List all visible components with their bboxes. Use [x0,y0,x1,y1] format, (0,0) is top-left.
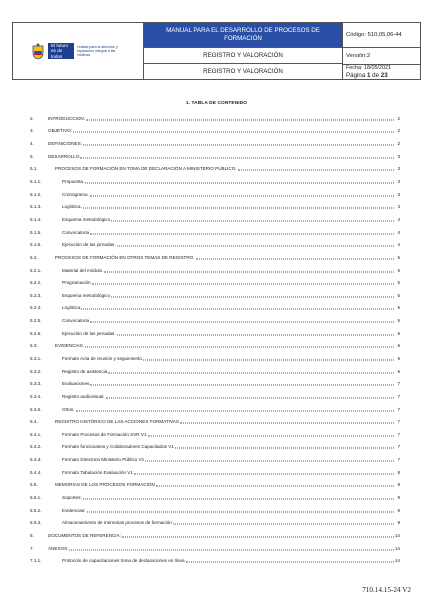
toc-entry-number: 5.5.1. [30,495,42,501]
toc-entry-title: Programación [62,280,91,286]
toc-entry-number: 6. [30,532,34,538]
toc-leader-dots [90,195,394,196]
toc-entry[interactable] [30,175,400,188]
toc-entry-title: Ejecución de las jornadas. [62,330,116,336]
toc-leader-dots [111,296,394,297]
toc-entry-page: 4 [397,229,400,235]
toc-entry-page: 5 [397,254,400,260]
toc-entry-title: DEFINICIONES: [48,141,82,147]
toc-leader-dots [143,359,394,360]
toc-entry[interactable] [30,200,400,213]
toc-entry[interactable] [30,453,400,466]
toc-entry-page: 7 [397,444,400,450]
toc-entry[interactable] [30,403,400,416]
toc-entry-number: 5.3.2. [30,368,42,374]
toc-entry-title: Otros. [62,406,75,412]
toc-leader-dots [156,486,394,487]
document-header [12,22,421,80]
toc-entry-number: 5.2.4. [30,305,42,311]
toc-entry-number: 3. [30,128,34,134]
toc-leader-dots [90,322,394,323]
toc-entry-title: Registro audiovisual. [62,393,105,399]
toc-entry[interactable] [30,466,400,479]
toc-leader-dots [134,473,394,474]
toc-entry[interactable] [30,390,400,403]
toc-leader-dots [117,334,394,335]
toc-entry[interactable] [30,137,400,150]
toc-entry-page: 5 [397,318,400,324]
toc-entry-title: Protocolo de capacitaciones toma de declaraciones en línea [62,558,185,564]
toc-entry-page: 5 [397,305,400,311]
toc-entry-page: 3 [397,179,400,185]
toc-entry-page: 8 [397,507,400,513]
toc-entry-title: Convocatoria [62,318,90,324]
toc-entry-page: 9 [397,520,400,526]
toc-entry-number: 5.1.5. [30,229,42,235]
toc-entry-title: Soportes: [62,495,82,501]
toc-leader-dots [196,258,394,259]
toc-leader-dots [148,435,394,436]
toc-entry-number: 5.4.3. [30,457,42,463]
logo-tagline: Unidad para la atención y reparación integral a las víctimas [77,44,118,58]
toc-entry-page: 6 [397,330,400,336]
toc-entry-title: Evidencias: [62,507,86,513]
toc-entry-number: 5.4.2. [30,444,42,450]
toc-entry-title: Formato Procesos de Formación SVR V1 [62,431,147,437]
toc-entry-number: 5.3.4. [30,393,42,399]
toc-entry[interactable] [30,542,400,555]
toc-entry[interactable] [30,264,400,277]
toc-entry-title: MEMORIAS DE LOS PROCESOS FORMACIÓN [55,482,155,488]
toc-entry[interactable] [30,352,400,365]
toc-entry-number: 5.5. [30,482,38,488]
toc-entry-page: 3 [397,153,400,159]
toc-entry-number: 5.5.2. [30,507,42,513]
toc-entry-number: 5.1.4. [30,216,42,222]
toc-entry-number: 5. [30,153,34,159]
toc-entry-title: OBJETIVO: [48,128,72,134]
toc-entry[interactable] [30,415,400,428]
header-middle [144,23,343,79]
toc-leader-dots [86,119,394,120]
toc-entry-page: 3 [397,191,400,197]
toc-leader-dots [117,246,394,247]
toc-leader-dots [85,347,394,348]
document-date: Fecha: 18/05/2021 [346,65,391,71]
toc-leader-dots [87,511,395,512]
toc-title: 1. TABLA DE CONTENIDO [185,101,248,106]
toc-entry-title: EVIDENCIAS. [55,343,85,349]
toc-entry[interactable] [30,441,400,454]
toc-entry-page: 5 [397,280,400,286]
toc-entry-page: 14 [394,532,400,538]
toc-entry-title: Formato funcionarios y Colaboradores Capacitados V1 [62,444,174,450]
toc-entry-number: 5.1.3. [30,204,42,210]
toc-entry[interactable] [30,213,400,226]
logo-line-2: es de todos [51,48,63,59]
toc-entry-number: 7.1.1. [30,558,42,564]
toc-entry[interactable] [30,340,400,353]
toc-entry-page: 2 [397,128,400,134]
toc-entry[interactable] [30,226,400,239]
toc-entry[interactable] [30,504,400,517]
toc-entry-title: DOCUMENTOS DE REFERENCIA: [48,532,121,538]
toc-entry-number: 5.3.1. [30,355,42,361]
toc-entry-page: 7 [397,381,400,387]
toc-entry-number: 5.1. [30,166,38,172]
date-page-cell [343,65,420,79]
toc-entry[interactable] [30,377,400,390]
toc-entry[interactable] [30,276,400,289]
toc-entry-number: 5.2.2. [30,280,42,286]
toc-entry-number: 5.1.1. [30,179,42,185]
footer-code: 710.14.15-24 V2 [362,586,411,594]
toc-leader-dots [108,372,394,373]
logo [13,23,144,79]
toc-leader-dots [81,309,394,310]
toc-leader-dots [69,549,393,550]
toc-leader-dots [83,145,394,146]
toc-entry[interactable] [30,112,400,125]
toc-entry-title: Cronograma. [62,191,89,197]
toc-entry-number: 5.3. [30,343,38,349]
coat-of-arms-icon [31,43,45,60]
toc-entry-number: 5.4.4. [30,469,42,475]
toc-entry-page: 8 [397,469,400,475]
toc-entry[interactable] [30,327,400,340]
toc-leader-dots [85,183,394,184]
toc-entry-title: Almacenamiento de memorias procesos de formación [62,520,172,526]
toc-entry-title: Logística [62,305,81,311]
toc-leader-dots [173,524,394,525]
toc-entry-title: DESARROLLO [48,153,80,159]
toc-entry-title: Formato Directorio Ministerio Público V1 [62,457,145,463]
toc-entry-title: ANEXOS: [48,545,69,551]
toc-leader-dots [104,271,394,272]
toc-entry-page: 4 [397,216,400,222]
toc-entry-number: 7. [30,545,34,551]
toc-leader-dots [180,423,394,424]
toc-leader-dots [175,448,394,449]
toc-leader-dots [106,397,394,398]
toc-entry-title: Evaluaciones [62,381,90,387]
toc-entry-title: Esquema metodológico [62,216,111,222]
toc-entry-page: 7 [397,393,400,399]
toc-entry-page: 7 [397,419,400,425]
toc-leader-dots [92,284,394,285]
toc-entry-number: 5.5.3. [30,520,42,526]
toc-entry-page: 6 [397,368,400,374]
toc-entry-number: 5.4.1. [30,431,42,437]
toc-entry-number: 5.2. [30,254,38,260]
toc-entry-number: 4. [30,141,34,147]
toc-entry-title: Esquema metodológico [62,292,111,298]
toc-entry-title: Logística. [62,204,82,210]
toc-leader-dots [83,499,394,500]
toc-entry-page: 6 [397,343,400,349]
toc-entry-number: 5.4. [30,419,38,425]
toc-leader-dots [90,233,394,234]
page-indicator: Página 1 de 23 [346,72,388,79]
toc-leader-dots [238,170,394,171]
toc-entry-page: 3 [397,166,400,172]
toc-entry[interactable] [30,238,400,251]
toc-entry[interactable] [30,517,400,530]
toc-entry[interactable] [30,150,400,163]
document-title: MANUAL PARA EL DESARROLLO DE PROCESOS DE FORMACIÓN [144,23,342,48]
toc-entry[interactable] [30,491,400,504]
toc-entry-page: 7 [397,457,400,463]
toc-leader-dots [83,208,394,209]
toc-entry[interactable] [30,302,400,315]
toc-leader-dots [122,536,394,537]
toc-entry-page: 7 [397,406,400,412]
toc-entry[interactable] [30,251,400,264]
toc-entry[interactable] [30,428,400,441]
toc-entry-number: 5.3.5. [30,406,42,412]
toc-leader-dots [80,157,394,158]
toc-entry-title: Material del módulo. [62,267,104,273]
toc-entry[interactable] [30,314,400,327]
toc-entry-title: Convocatoria [62,229,90,235]
toc-entry-title: REGISTRO HISTÓRICO DE LAS ACCIONES FORMATIVAS [55,419,179,425]
header-meta [343,23,420,79]
toc-entry-page: 14 [394,558,400,564]
toc-entry-page: 4 [397,242,400,248]
toc-entry-number: 5.3.3. [30,381,42,387]
toc-entry-title: Formato Tabulación Evaluación V1 [62,469,133,475]
toc-entry-title: PROCESOS DE FORMACIÓN EN TOMA DE DECLARACIÓN A MINISTERIO PÚBLICO. [55,166,237,172]
document-code: Código: 510,05,06-44 [343,23,420,48]
toc-entry-page: 7 [397,431,400,437]
document-version: Versión:2 [343,48,420,65]
toc-entry-page: 3 [397,204,400,210]
toc-leader-dots [76,410,394,411]
toc-entry-page: 2 [397,141,400,147]
toc-leader-dots [145,461,394,462]
toc-entry[interactable] [30,163,400,176]
toc-entry-number: 5.2.6. [30,330,42,336]
toc-entry-title: Formato Acta de reunión y seguimiento [62,355,142,361]
toc-entry-title: Registro de asistencia [62,368,108,374]
toc-entry[interactable] [30,479,400,492]
toc-entry-number: 5.1.2. [30,191,42,197]
toc-entry-page: 5 [397,292,400,298]
toc-entry[interactable] [30,188,400,201]
toc-entry-number: 2. [30,115,34,121]
toc-entry-page: 5 [397,267,400,273]
toc-entry-number: 5.1.6. [30,242,42,248]
logo-line-1: El futuro [51,43,69,49]
toc-entry[interactable] [30,554,400,567]
toc-entry-title: Ejecución de las jornadas. [62,242,116,248]
toc-entry-page: 14 [394,545,400,551]
toc-leader-dots [111,220,394,221]
toc-entry-number: 5.2.1. [30,267,42,273]
toc-entry-page: 6 [397,355,400,361]
toc-entry[interactable] [30,529,400,542]
toc-leader-dots [186,562,394,563]
logo-badge [48,43,74,59]
toc-entry-title: Propuesta. [62,179,85,185]
toc-entry-number: 5.2.3. [30,292,42,298]
toc-entry-title: PROCESOS DE FORMACIÓN EN OTROS TEMAS DE REGISTRO. [55,254,195,260]
toc-entry-page: 8 [397,495,400,501]
toc-entry-title: INTRODUCCION: [48,115,86,121]
toc-leader-dots [73,132,394,133]
document-subtitle-2: REGISTRO Y VALORACIÓN [203,68,283,75]
toc-entry-page: 8 [397,482,400,488]
toc-entry[interactable] [30,365,400,378]
toc-entry-number: 5.2.5. [30,318,42,324]
toc-entry[interactable] [30,289,400,302]
toc-entry[interactable] [30,125,400,138]
toc-leader-dots [90,385,394,386]
toc-entry-page: 2 [397,115,400,121]
document-subtitle-1: REGISTRO Y VALORACIÓN [144,48,342,64]
table-of-contents [30,112,400,567]
